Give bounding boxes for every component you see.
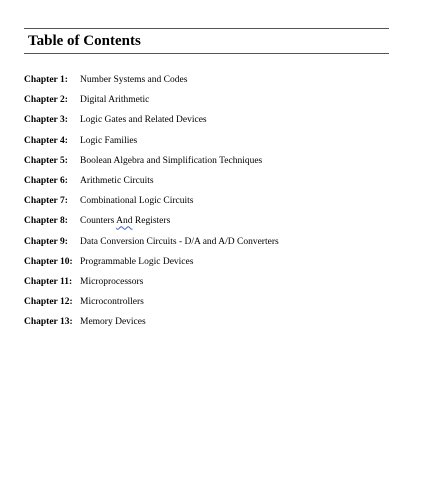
chapter-title: Digital Arithmetic [80, 95, 150, 106]
chapter-number: Chapter 6: [24, 175, 68, 186]
chapter-title: Programmable Logic Devices [80, 256, 194, 267]
chapter-title: Boolean Algebra and Simplification Techniques [80, 155, 263, 166]
chapter-number: Chapter 3: [24, 115, 68, 126]
chapter-title: Microcontrollers [80, 297, 144, 308]
chapter-title: Data Conversion Circuits - D/A and A/D Converters [80, 236, 279, 247]
chapter-title: Arithmetic Circuits [80, 175, 154, 186]
chapter-number: Chapter 11: [24, 276, 73, 287]
spellcheck-flagged-word: And [116, 216, 133, 227]
chapter-number: Chapter 10: [24, 256, 73, 267]
chapter-title-part: Registers [132, 216, 171, 227]
chapter-title-part: Counters [80, 216, 117, 227]
toc-entry [24, 155, 414, 175]
chapter-number: Chapter 8: [24, 216, 68, 227]
chapter-title: Combinational Logic Circuits [80, 196, 194, 207]
chapter-title: Logic Families [80, 135, 138, 146]
toc-list [24, 74, 414, 336]
toc-entry [24, 215, 414, 235]
chapter-number: Chapter 7: [24, 196, 68, 207]
toc-entry [24, 236, 414, 256]
chapter-title: Number Systems and Codes [80, 75, 188, 85]
toc-entry [24, 94, 414, 114]
chapter-title: Memory Devices [80, 317, 146, 328]
chapter-number: Chapter 4: [24, 135, 68, 146]
toc-entry [24, 114, 414, 134]
toc-entry [24, 175, 414, 195]
title-banner [24, 28, 389, 54]
chapter-title [80, 215, 414, 227]
toc-entry [24, 296, 414, 316]
page-title: Table of Contents [28, 33, 141, 49]
toc-entry [24, 316, 414, 336]
chapter-title: Logic Gates and Related Devices [80, 115, 207, 126]
chapter-number: Chapter 9: [24, 236, 68, 247]
toc-entry [24, 74, 414, 94]
toc-entry [24, 135, 414, 155]
chapter-number: Chapter 12: [24, 297, 73, 308]
toc-entry [24, 276, 414, 296]
toc-entry [24, 256, 414, 276]
chapter-number: Chapter 13: [24, 317, 73, 328]
chapter-number: Chapter 1: [24, 75, 68, 85]
chapter-title: Microprocessors [80, 276, 144, 287]
chapter-number: Chapter 2: [24, 95, 68, 106]
chapter-number: Chapter 5: [24, 155, 68, 166]
toc-entry [24, 195, 414, 215]
